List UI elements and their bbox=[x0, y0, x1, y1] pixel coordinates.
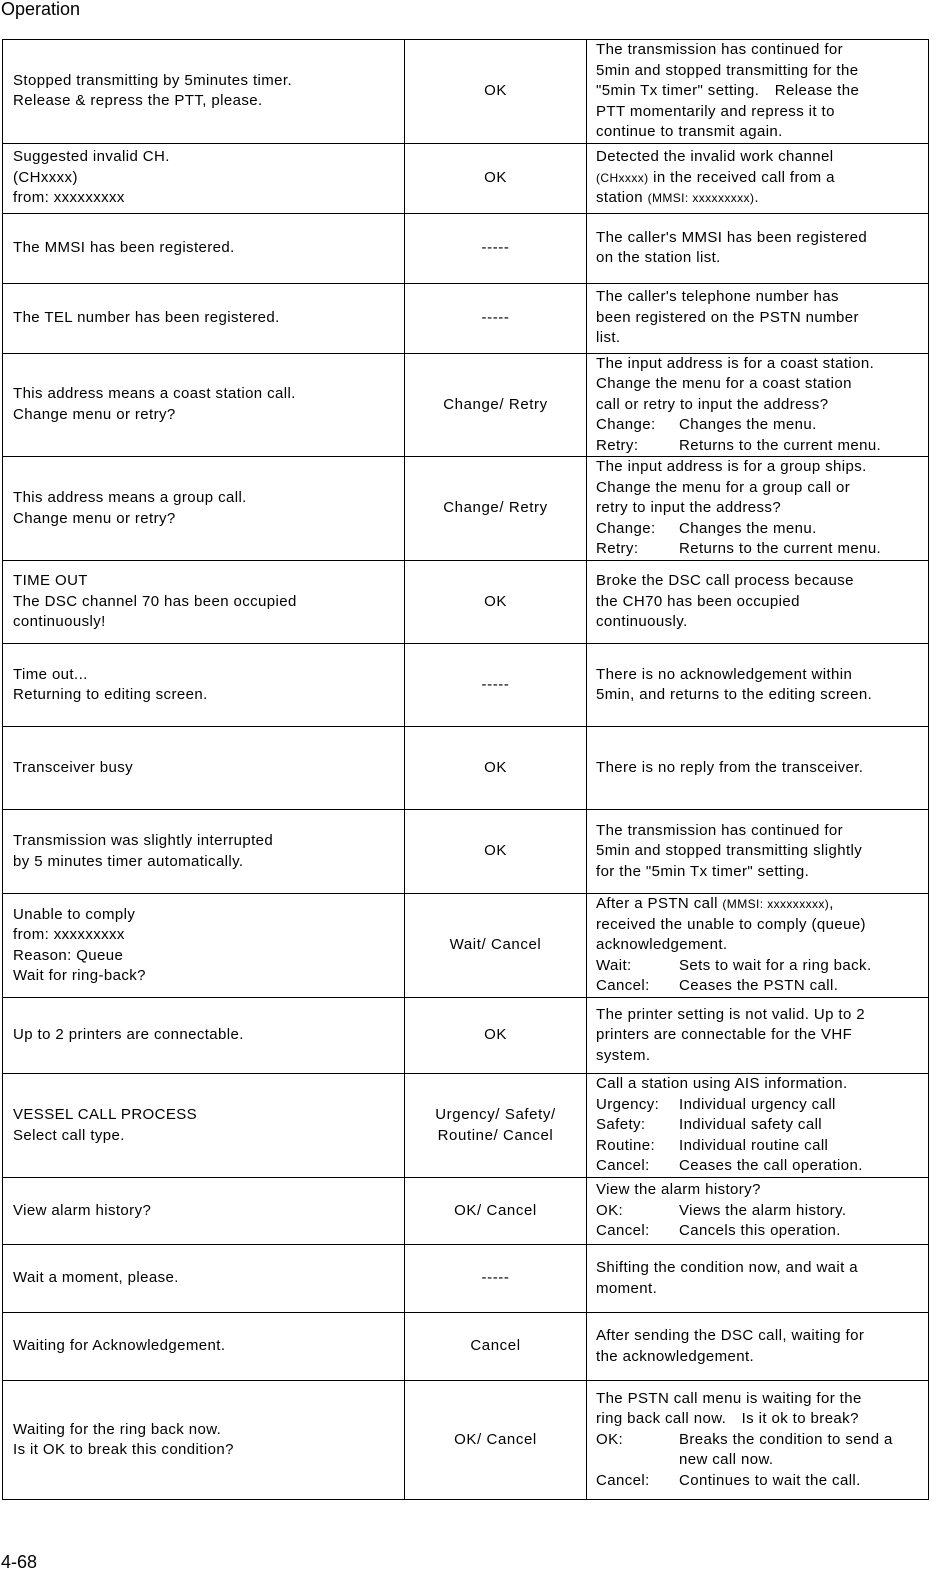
key-cell bbox=[405, 213, 587, 283]
description-line bbox=[596, 894, 926, 915]
message-line: Waiting for Acknowledgement. bbox=[13, 1337, 226, 1355]
option-line bbox=[596, 519, 926, 540]
description-line: The printer setting is not valid. Up to 2 bbox=[596, 1005, 866, 1023]
description-line: acknowledgement. bbox=[596, 936, 728, 954]
message-line: This address means a coast station call. bbox=[13, 385, 296, 403]
table-row bbox=[3, 998, 929, 1074]
option-key: Change: bbox=[596, 519, 656, 537]
message-line: Reason: Queue bbox=[13, 946, 124, 964]
description-line: The PSTN call menu is waiting for the bbox=[596, 1389, 862, 1407]
option-key: Wait: bbox=[596, 956, 632, 974]
description-line: retry to input the address? bbox=[596, 499, 782, 517]
option-key: Cancel: bbox=[596, 1157, 650, 1175]
description-line: The transmission has continued for bbox=[596, 821, 844, 839]
description-line: list. bbox=[596, 329, 621, 347]
description-line: ring back call now. Is it ok to break? bbox=[596, 1410, 859, 1428]
message-cell bbox=[3, 283, 405, 353]
description-line: system. bbox=[596, 1046, 651, 1064]
message-line: Transmission was slightly interrupted bbox=[13, 832, 274, 849]
option-value: Continues to wait the call. bbox=[679, 1471, 861, 1489]
key-cell bbox=[405, 1074, 587, 1178]
key-label: OK/ Cancel bbox=[454, 1201, 537, 1219]
message-line: Release & repress the PTT, please. bbox=[13, 92, 263, 110]
description-line bbox=[596, 188, 926, 209]
key-label: Cancel bbox=[470, 1337, 521, 1355]
message-line: This address means a group call. bbox=[13, 489, 247, 506]
option-line bbox=[596, 415, 926, 436]
key-label: Wait/ Cancel bbox=[449, 936, 542, 954]
option-value: Changes the menu. bbox=[679, 519, 817, 537]
key-label: OK bbox=[484, 82, 507, 99]
message-cell bbox=[3, 810, 405, 894]
table-row bbox=[3, 1245, 929, 1313]
message-line: from: xxxxxxxxx bbox=[13, 926, 125, 943]
option-value: Breaks the condition to send a new call now. bbox=[679, 1430, 893, 1469]
description-line: 5min, and returns to the editing screen. bbox=[596, 686, 873, 703]
option-line bbox=[596, 1115, 926, 1136]
key-label: OK bbox=[484, 759, 507, 776]
description-line: the CH70 has been occupied bbox=[596, 592, 800, 610]
key-cell bbox=[405, 1245, 587, 1313]
option-line bbox=[596, 1471, 926, 1492]
description-text: . bbox=[754, 189, 759, 207]
option-key: Urgency: bbox=[596, 1095, 660, 1113]
message-cell bbox=[3, 1074, 405, 1178]
key-label: Change/ Retry bbox=[443, 499, 548, 517]
option-key: Routine: bbox=[596, 1136, 656, 1154]
description-text: After a PSTN call bbox=[596, 895, 723, 913]
key-cell bbox=[405, 40, 587, 144]
description-text: station bbox=[596, 189, 648, 207]
option-key: Cancel: bbox=[596, 977, 650, 995]
description-cell bbox=[587, 40, 929, 144]
description-text: in the received call from a bbox=[648, 168, 835, 186]
message-line: Up to 2 printers are connectable. bbox=[13, 1026, 244, 1044]
table-row bbox=[3, 1178, 929, 1245]
description-cell bbox=[587, 143, 929, 213]
message-line: The MMSI has been registered. bbox=[13, 238, 235, 256]
option-key: OK: bbox=[596, 1201, 624, 1219]
description-cell bbox=[587, 1178, 929, 1245]
description-text: , bbox=[829, 895, 834, 913]
description-line: Change the menu for a coast station bbox=[596, 375, 852, 392]
option-key: Cancel: bbox=[596, 1222, 650, 1240]
mmsi-code: (MMSI: xxxxxxxxx) bbox=[722, 897, 830, 912]
option-value: Views the alarm history. bbox=[679, 1201, 847, 1219]
table-row bbox=[3, 561, 929, 644]
description-line: After sending the DSC call, waiting for bbox=[596, 1327, 865, 1344]
key-cell bbox=[405, 1313, 587, 1381]
message-line: Wait a moment, please. bbox=[13, 1269, 179, 1287]
table-row bbox=[3, 644, 929, 727]
table-row bbox=[3, 810, 929, 894]
table-row bbox=[3, 894, 929, 998]
description-cell bbox=[587, 810, 929, 894]
option-line bbox=[596, 956, 926, 977]
message-line: Is it OK to break this condition? bbox=[13, 1441, 234, 1458]
table-row bbox=[3, 1313, 929, 1381]
table-row bbox=[3, 283, 929, 353]
option-line bbox=[596, 1095, 926, 1116]
message-cell bbox=[3, 1381, 405, 1500]
table-row bbox=[3, 40, 929, 144]
description-cell bbox=[587, 1381, 929, 1500]
key-label: Urgency/ Safety/ bbox=[435, 1106, 556, 1123]
option-line bbox=[596, 436, 926, 457]
message-cell bbox=[3, 998, 405, 1074]
description-line: There is no acknowledgement within bbox=[596, 665, 853, 683]
description-cell bbox=[587, 1074, 929, 1178]
key-cell bbox=[405, 457, 587, 561]
key-label: OK/ Cancel bbox=[454, 1430, 537, 1448]
key-cell bbox=[405, 644, 587, 727]
key-label: OK bbox=[484, 168, 507, 186]
description-cell bbox=[587, 894, 929, 998]
message-cell bbox=[3, 727, 405, 810]
description-line: received the unable to comply (queue) bbox=[596, 915, 866, 933]
description-cell bbox=[587, 213, 929, 283]
option-value: Ceases the PSTN call. bbox=[679, 977, 839, 995]
option-line bbox=[596, 1136, 926, 1157]
option-value: Individual safety call bbox=[679, 1116, 823, 1134]
description-line: The caller's MMSI has been registered bbox=[596, 228, 868, 246]
description-cell bbox=[587, 561, 929, 644]
message-cell bbox=[3, 353, 405, 457]
option-key: Retry: bbox=[596, 436, 639, 454]
description-line: continue to transmit again. bbox=[596, 123, 783, 140]
message-line: Returning to editing screen. bbox=[13, 686, 208, 703]
key-cell bbox=[405, 727, 587, 810]
option-value: Returns to the current menu. bbox=[679, 436, 882, 454]
description-cell bbox=[587, 1313, 929, 1381]
description-cell bbox=[587, 1245, 929, 1313]
message-cell bbox=[3, 457, 405, 561]
message-line: Waiting for the ring back now. bbox=[13, 1420, 222, 1438]
description-line: The caller's telephone number has bbox=[596, 288, 839, 306]
key-cell bbox=[405, 561, 587, 644]
section-header: Operation bbox=[1, 0, 81, 19]
description-line: Call a station using AIS information. bbox=[596, 1075, 848, 1093]
message-cell bbox=[3, 894, 405, 998]
option-key: OK: bbox=[596, 1430, 624, 1448]
message-line: Change menu or retry? bbox=[13, 405, 176, 423]
message-line: Wait for ring-back? bbox=[13, 967, 146, 984]
option-value: Individual urgency call bbox=[679, 1095, 836, 1113]
message-line: Unable to comply bbox=[13, 905, 136, 923]
description-line: The transmission has continued for bbox=[596, 41, 844, 58]
key-label: OK bbox=[484, 1026, 507, 1044]
description-cell bbox=[587, 998, 929, 1074]
description-line: continuously. bbox=[596, 613, 688, 631]
message-line: (CHxxxx) bbox=[13, 168, 78, 186]
message-cell bbox=[3, 213, 405, 283]
option-value: Cancels this operation. bbox=[679, 1222, 841, 1240]
table-row bbox=[3, 353, 929, 457]
message-line: Suggested invalid CH. bbox=[13, 148, 170, 166]
description-line: for the "5min Tx timer" setting. bbox=[596, 862, 810, 880]
description-line: call or retry to input the address? bbox=[596, 395, 829, 413]
description-line: been registered on the PSTN number bbox=[596, 308, 859, 326]
description-cell bbox=[587, 644, 929, 727]
description-line: The input address is for a group ships. bbox=[596, 458, 867, 476]
description-cell bbox=[587, 353, 929, 457]
message-table bbox=[2, 39, 929, 1500]
key-cell bbox=[405, 810, 587, 894]
option-line bbox=[596, 1201, 926, 1222]
message-cell bbox=[3, 1178, 405, 1245]
table-row bbox=[3, 1074, 929, 1178]
message-cell bbox=[3, 561, 405, 644]
description-line: "5min Tx timer" setting. Release the bbox=[596, 82, 860, 99]
description-line: Broke the DSC call process because bbox=[596, 572, 854, 590]
mmsi-code: (MMSI: xxxxxxxxx) bbox=[647, 191, 755, 206]
table-row bbox=[3, 457, 929, 561]
option-line bbox=[596, 1430, 926, 1471]
option-key: Change: bbox=[596, 416, 656, 433]
option-value: Ceases the call operation. bbox=[679, 1157, 863, 1175]
key-cell bbox=[405, 1178, 587, 1245]
description-line: 5min and stopped transmitting for the bbox=[596, 61, 859, 79]
page-number: 4-68 bbox=[1, 1552, 38, 1572]
message-line: Select call type. bbox=[13, 1126, 125, 1144]
key-label: ----- bbox=[481, 1269, 510, 1287]
option-line bbox=[596, 1221, 926, 1242]
key-label: OK bbox=[484, 592, 507, 610]
key-label: ----- bbox=[481, 675, 510, 693]
key-cell bbox=[405, 894, 587, 998]
key-cell bbox=[405, 143, 587, 213]
message-line: The DSC channel 70 has been occupied bbox=[13, 592, 297, 610]
message-line: by 5 minutes timer automatically. bbox=[13, 852, 244, 870]
key-label: OK bbox=[484, 842, 507, 860]
description-cell bbox=[587, 283, 929, 353]
description-line: moment. bbox=[596, 1279, 658, 1297]
description-line: Shifting the condition now, and wait a bbox=[596, 1259, 859, 1276]
message-line: Time out... bbox=[13, 665, 88, 683]
key-label: Routine/ Cancel bbox=[437, 1126, 554, 1144]
message-line: View alarm history? bbox=[13, 1201, 152, 1219]
option-value: Returns to the current menu. bbox=[679, 540, 882, 558]
description-line: 5min and stopped transmitting slightly bbox=[596, 842, 863, 860]
description-line: the acknowledgement. bbox=[596, 1347, 755, 1365]
message-cell bbox=[3, 143, 405, 213]
message-cell bbox=[3, 1245, 405, 1313]
channel-code: (CHxxxx) bbox=[596, 170, 649, 185]
description-cell bbox=[587, 457, 929, 561]
message-line: Stopped transmitting by 5minutes timer. bbox=[13, 71, 293, 89]
key-label: ----- bbox=[481, 308, 510, 326]
message-line: TIME OUT bbox=[13, 572, 88, 590]
message-line: Transceiver busy bbox=[13, 758, 134, 776]
option-line bbox=[596, 976, 926, 997]
option-value: Individual routine call bbox=[679, 1136, 829, 1154]
option-value: Changes the menu. bbox=[679, 416, 817, 433]
description-cell bbox=[587, 727, 929, 810]
option-key: Cancel: bbox=[596, 1471, 650, 1489]
key-label: Change/ Retry bbox=[443, 395, 548, 413]
message-line: continuously! bbox=[13, 613, 106, 631]
description-line: PTT momentarily and repress it to bbox=[596, 102, 835, 120]
description-line bbox=[596, 168, 926, 189]
message-line: VESSEL CALL PROCESS bbox=[13, 1106, 198, 1123]
option-key: Safety: bbox=[596, 1116, 646, 1134]
table-row bbox=[3, 213, 929, 283]
option-key: Retry: bbox=[596, 540, 639, 558]
message-cell bbox=[3, 644, 405, 727]
description-line: printers are connectable for the VHF bbox=[596, 1026, 853, 1044]
description-line: on the station list. bbox=[596, 249, 721, 266]
table-row bbox=[3, 727, 929, 810]
message-cell bbox=[3, 1313, 405, 1381]
key-cell bbox=[405, 353, 587, 457]
key-cell bbox=[405, 283, 587, 353]
option-line bbox=[596, 539, 926, 560]
description-line: The input address is for a coast station. bbox=[596, 354, 875, 372]
option-line bbox=[596, 1156, 926, 1177]
key-cell bbox=[405, 998, 587, 1074]
option-value: Sets to wait for a ring back. bbox=[679, 956, 872, 974]
message-line: from: xxxxxxxxx bbox=[13, 189, 125, 207]
table-row bbox=[3, 1381, 929, 1500]
table-row bbox=[3, 143, 929, 213]
description-line: Detected the invalid work channel bbox=[596, 148, 834, 166]
message-line: Change menu or retry? bbox=[13, 509, 176, 527]
description-line: View the alarm history? bbox=[596, 1181, 761, 1199]
key-cell bbox=[405, 1381, 587, 1500]
message-line: The TEL number has been registered. bbox=[13, 308, 280, 326]
description-line: Change the menu for a group call or bbox=[596, 478, 851, 496]
description-line: There is no reply from the transceiver. bbox=[596, 758, 864, 776]
key-label: ----- bbox=[481, 238, 510, 256]
message-cell bbox=[3, 40, 405, 144]
